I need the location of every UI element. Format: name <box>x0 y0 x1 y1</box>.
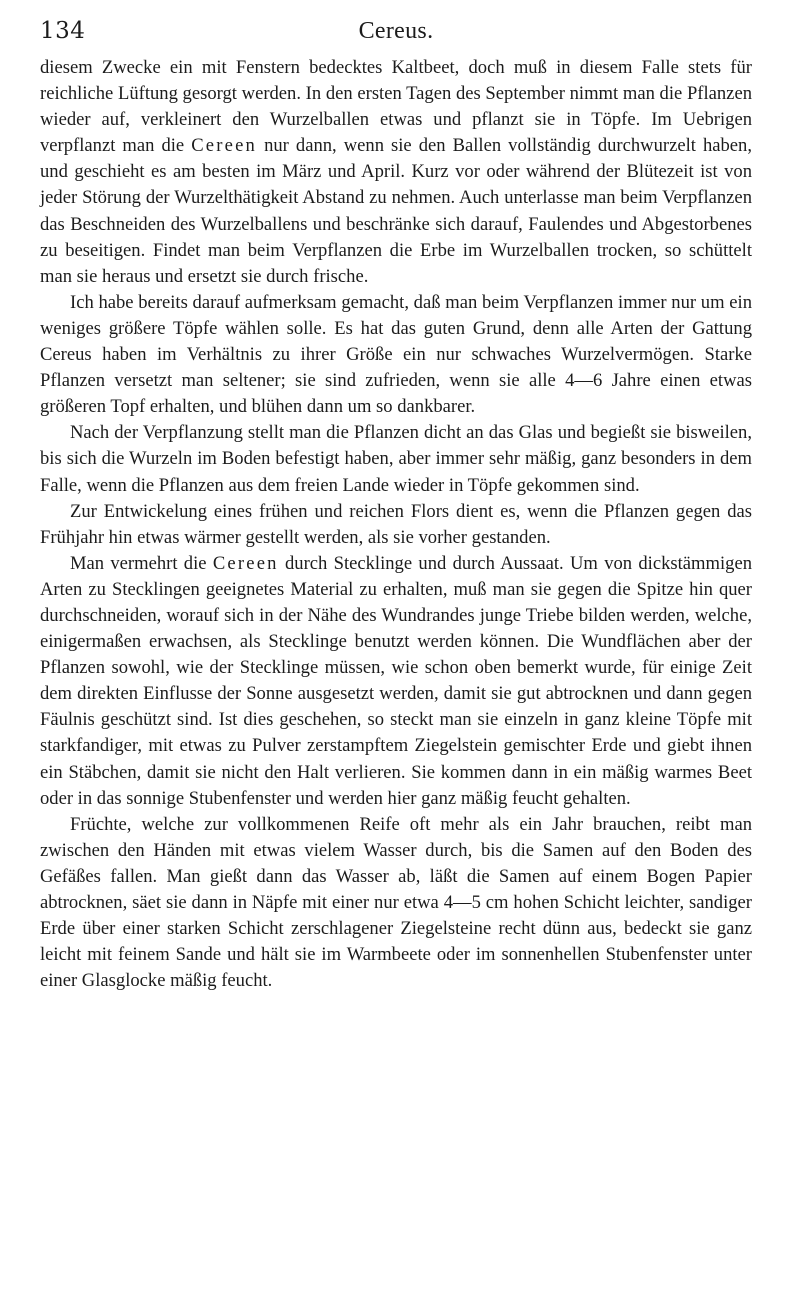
paragraph-4 <box>40 499 752 551</box>
paragraph-3 <box>40 420 752 498</box>
text-run: diesem Zwecke ein mit Fenstern bedecktes Kaltbeet, doch muß in diesem Falle stets für reichliche Lüftung gesorgt werden. In den ersten Tagen des September nimmt man die Pflanzen wieder auf, verkleinert den Wurzelballen etwas und pflanzt sie in Töpfe. Im Uebrigen verpflanzt man die <box>40 57 752 157</box>
text-run: Zur Entwickelung eines frühen und reichen Flors dient es, wenn die Pflanzen gegen das Frühjahr hin etwas wärmer gestellt werden, als sie vorher gestanden. <box>40 500 752 548</box>
text-run: nur dann, wenn sie den Ballen vollständig durchwurzelt haben, und geschieht es am besten im März und April. Kurz vor oder während der Blütezeit ist von jeder Störung der Wurzelthätigkeit Abstand zu nehmen. Auch unterlasse man beim Verpflanzen das Beschneiden des Wurzelballens und beschränke sich darauf, Faulendes und Abgestorbenes zu beseitigen. Findet man beim Verpflanzen die Erbe im Wurzelballen trocken, so schüttelt man sie heraus und ersetzt sie durch frische. <box>40 135 752 287</box>
body-text <box>40 55 752 994</box>
page-header <box>40 12 752 52</box>
text-run: durch Stecklinge und durch Aussaat. Um von dickstämmigen Arten zu Stecklingen geeignetes Material zu erhalten, muß man sie gegen die Spitze hin quer durchschneiden, worauf sich in der Nähe des Wundrandes junge Triebe bilden werden, welche, einigermaßen erwachsen, als Stecklinge benutzt werden können. Die Wundflächen aber der Pflanzen sowohl, wie der Stecklinge müssen, wie schon oben bemerkt wurde, für einige Zeit dem direkten Einflusse der Sonne ausgesetzt werden, damit sie gut abtrocknen und dann gegen Fäulnis geschützt sind. Ist dies geschehen, so steckt man sie einzeln in ganz kleine Töpfe mit starkfandiger, mit etwas zu Pulver zerstampftem Ziegelstein gemischter Erde und giebt ihnen ein Stäbchen, damit sie nicht den Halt verlieren. Sie kommen dann in ein mäßig warmes Beet oder in das sonnige Stubenfenster und werden hier ganz mäßig feucht gehalten. <box>40 552 752 809</box>
running-title: Cereus. <box>358 18 434 44</box>
paragraph-1 <box>40 55 752 290</box>
paragraph-6 <box>40 812 752 995</box>
spaced-term: Cereen <box>191 135 258 157</box>
text-run: Ich habe bereits darauf aufmerksam gemacht, daß man beim Verpflanzen immer nur um ein weniges größere Töpfe wählen solle. Es hat das guten Grund, denn alle Arten der Gattung Cereus haben im Verhältnis zu ihrer Größe ein nur schwaches Wurzelvermögen. Starke Pflanzen versetzt man seltener; sie sind zufrieden, wenn sie alle 4—6 Jahre einen etwas größeren Topf erhalten, und blühen dann um so dankbarer. <box>40 291 752 418</box>
paragraph-2 <box>40 290 752 420</box>
text-run: Früchte, welche zur vollkommenen Reife oft mehr als ein Jahr brauchen, reibt man zwischen den Händen mit etwas vielem Wasser durch, bis die Samen auf den Boden des Gefäßes fallen. Man gießt dann das Wasser ab, läßt die Samen auf einem Bogen Papier abtrocknen, säet sie dann in Näpfe mit einer nur etwa 4—5 cm hohen Schicht leichter, sandiger Erde über einer starken Schicht zerschlagener Ziegelsteine recht dünn aus, bedeckt sie ganz leicht mit feinem Sande und hält sie im Warmbeete oder im sonnenhellen Stubenfenster unter einer Glasglocke mäßig feucht. <box>40 813 752 992</box>
paragraph-5 <box>40 551 752 812</box>
page-number: 134 <box>40 18 86 44</box>
text-run: Nach der Verpflanzung stellt man die Pflanzen dicht an das Glas und begießt sie bisweilen, bis sich die Wurzeln im Boden befestigt haben, aber immer sehr mäßig, ganz besonders in dem Falle, wenn die Pflanzen aus dem freien Lande wieder in Töpfe gekommen sind. <box>40 422 752 496</box>
text-run: Man vermehrt die <box>70 552 213 574</box>
spaced-term: Cereen <box>212 552 279 574</box>
